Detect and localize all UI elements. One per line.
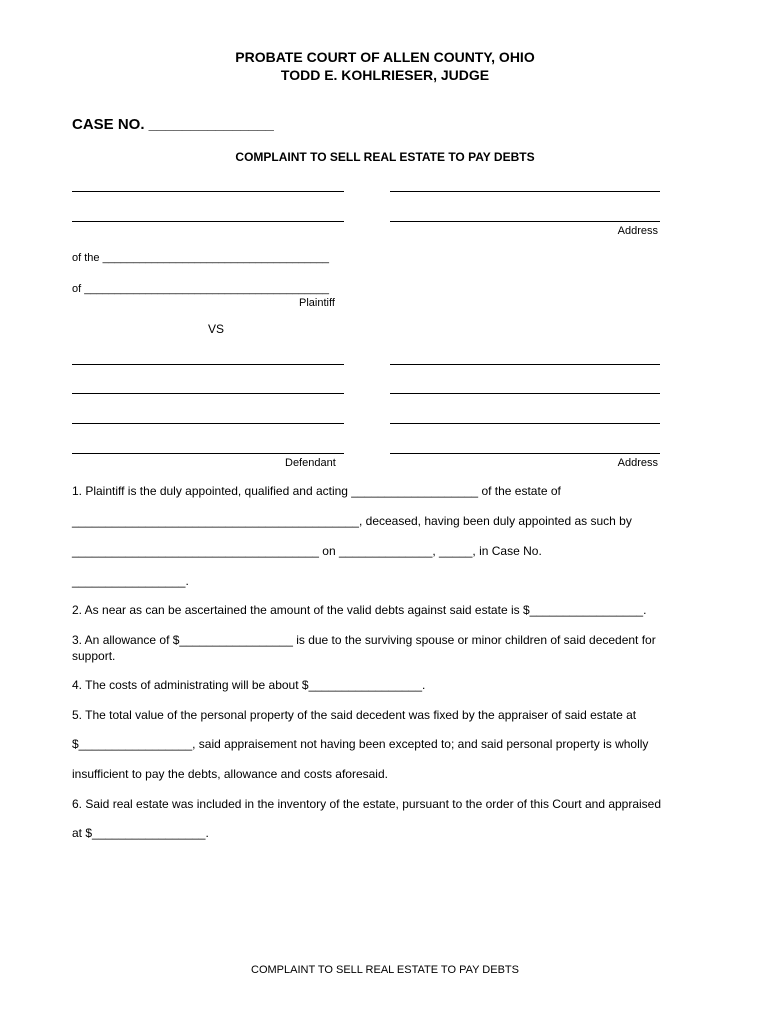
- paragraph-1-line-2[interactable]: ___________________________________________, deceased, having been duly appointed as such by: [72, 514, 632, 528]
- paragraph-6-line-2[interactable]: at $_________________.: [72, 826, 209, 840]
- paragraph-5-line-3: insufficient to pay the debts, allowance and costs aforesaid.: [72, 767, 388, 781]
- plaintiff-label: Plaintiff: [299, 297, 335, 309]
- plaintiff-address-line-1[interactable]: [390, 191, 660, 192]
- paragraph-1-line-1[interactable]: 1. Plaintiff is the duly appointed, qualified and acting ___________________ of the estate of: [72, 484, 561, 498]
- paragraph-4[interactable]: 4. The costs of administrating will be about $_________________.: [72, 678, 426, 692]
- paragraph-5-line-1: 5. The total value of the personal property of the said decedent was fixed by the appraiser of said estate at: [72, 708, 637, 722]
- paragraph-5-line-2[interactable]: $_________________, said appraisement not having been excepted to; and said personal property is wholly: [72, 737, 649, 751]
- plaintiff-name-line[interactable]: [72, 191, 344, 192]
- paragraph-3[interactable]: 3. An allowance of $_________________ is due to the surviving spouse or minor children of said decedent for support.: [72, 633, 656, 663]
- court-name: PROBATE COURT OF ALLEN COUNTY, OHIO: [235, 49, 535, 65]
- defendant-address-line-1[interactable]: [390, 364, 660, 365]
- of-the-field[interactable]: of the _____________________________________: [72, 252, 329, 264]
- defendant-label: Defendant: [285, 457, 336, 469]
- paragraph-6-line-1: 6. Said real estate was included in the inventory of the estate, pursuant to the order of this Court and appraised: [72, 797, 662, 811]
- address-label: Address: [617, 225, 658, 237]
- defendant-address-line-4[interactable]: [390, 453, 660, 454]
- versus-label: VS: [208, 322, 225, 336]
- defendant-line-2[interactable]: [72, 393, 344, 394]
- document-title: COMPLAINT TO SELL REAL ESTATE TO PAY DEBTS: [235, 150, 535, 164]
- case-number[interactable]: CASE NO. _______________: [72, 116, 274, 133]
- of-field[interactable]: of ________________________________________: [72, 283, 329, 295]
- plaintiff-name-line-2[interactable]: [72, 221, 344, 222]
- paragraph-1-line-4[interactable]: _________________.: [72, 574, 189, 588]
- paragraph-1-line-3[interactable]: _____________________________________ on ______________, _____, in Case No.: [72, 544, 542, 558]
- defendant-line-1[interactable]: [72, 364, 344, 365]
- defendant-address-line-3[interactable]: [390, 423, 660, 424]
- defendant-address-line-2[interactable]: [390, 393, 660, 394]
- plaintiff-address-line-2[interactable]: [390, 221, 660, 222]
- judge-name: TODD E. KOHLRIESER, JUDGE: [280, 67, 490, 83]
- page-footer: COMPLAINT TO SELL REAL ESTATE TO PAY DEBTS: [251, 964, 519, 976]
- address-label-2: Address: [617, 457, 658, 469]
- defendant-line-3[interactable]: [72, 423, 344, 424]
- defendant-line-4[interactable]: [72, 453, 344, 454]
- paragraph-2[interactable]: 2. As near as can be ascertained the amount of the valid debts against said estate is $_________________.: [72, 603, 647, 617]
